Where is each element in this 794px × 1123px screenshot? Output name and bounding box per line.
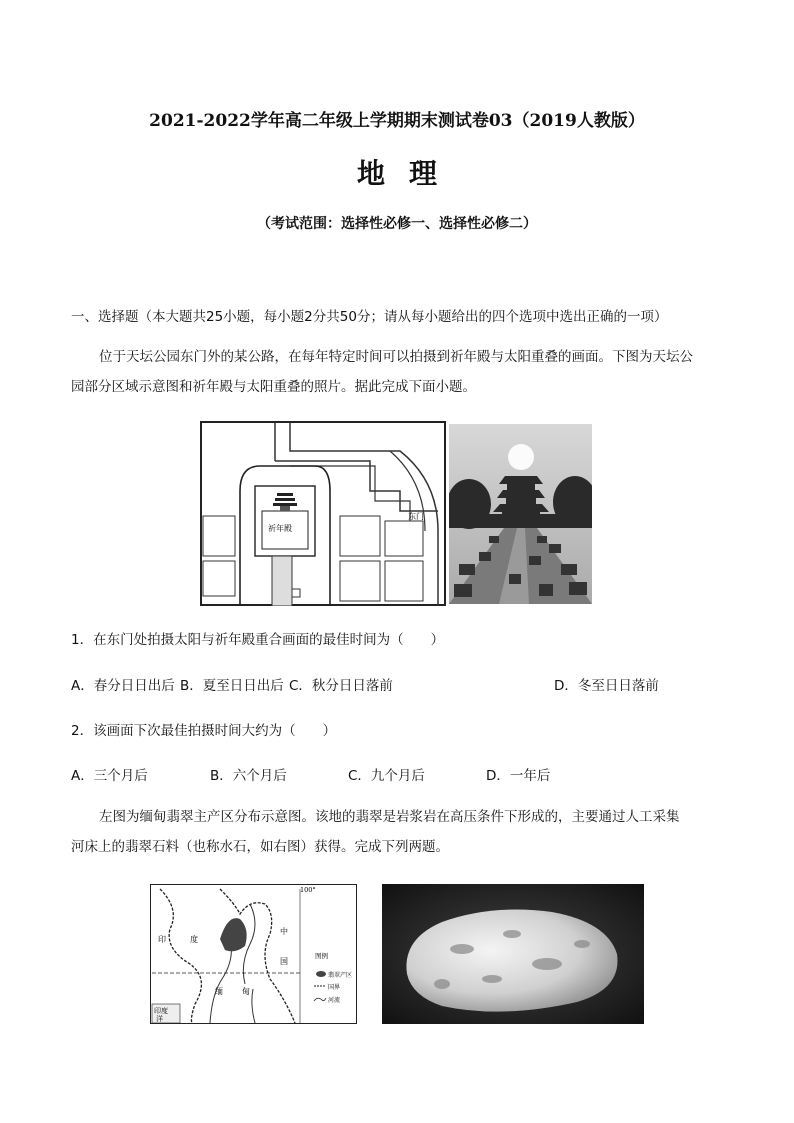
subject-char-2: 理	[409, 157, 438, 190]
question-1-option-d[interactable]: D．冬至日日落前	[554, 678, 659, 694]
question-1-option-c[interactable]: C．秋分日日落前	[289, 678, 393, 694]
question-2-option-c[interactable]: C．九个月后	[348, 768, 425, 784]
passage-1-line-1: 位于天坛公园东门外的某公路，在每年特定时间可以拍摄到祈年殿与太阳重叠的画面。下图为天坛公	[99, 349, 693, 365]
map-ocean-2: 洋	[156, 1015, 163, 1023]
passage-2-line-1: 左图为缅甸翡翠主产区分布示意图。该地的翡翠是岩浆岩在高压条件下形成的，主要通过人工采集	[99, 809, 680, 825]
svg-text:翡翠产区: 翡翠产区	[328, 972, 353, 979]
passage-1	[71, 342, 731, 402]
question-2-option-d[interactable]: D．一年后	[486, 768, 551, 784]
temple-photo	[449, 424, 592, 604]
map-ocean-1: 印度	[154, 1007, 168, 1015]
question-2-option-b[interactable]: B．六个月后	[210, 768, 287, 784]
subject-title	[0, 152, 794, 192]
question-2-option-a[interactable]: A．三个月后	[71, 768, 148, 784]
question-2-stem: 2．该画面下次最佳拍摄时间大约为（ ）	[71, 723, 337, 739]
jade-stone-photo	[382, 884, 644, 1024]
passage-2-line-2: 河床上的翡翠石料（也称水石，如右图）获得。完成下列两题。	[71, 839, 449, 855]
svg-text:河流: 河流	[328, 997, 341, 1004]
question-1-option-a[interactable]: A．春分日日出后	[71, 678, 175, 694]
passage-1-line-2: 园部分区域示意图和祈年殿与太阳重叠的照片。据此完成下面小题。	[71, 379, 476, 395]
question-1-stem: 1．在东门处拍摄太阳与祈年殿重合画面的最佳时间为（ ）	[71, 632, 445, 648]
map-label-hall: 祈年殿	[268, 524, 292, 533]
svg-text:国界: 国界	[328, 984, 341, 991]
temple-map	[200, 421, 446, 606]
question-1-option-b[interactable]: B．夏至日日出后	[180, 678, 284, 694]
myanmar-map	[150, 884, 357, 1024]
section-heading: 一、选择题（本大题共25小题，每小题2分共50分；请从每小题给出的四个选项中选出正确的一项）	[71, 309, 668, 325]
exam-range: （考试范围：选择性必修一、选择性必修二）	[257, 216, 537, 232]
map-lon: 100°	[300, 886, 316, 894]
passage-2	[71, 802, 731, 862]
map-india-2: 度	[190, 935, 198, 944]
exam-title: 2021-2022学年高二年级上学期期末测试卷03（2019人教版）	[149, 111, 645, 131]
map-label-gate: 东门	[408, 512, 424, 521]
map-myanmar-2: 甸	[242, 987, 250, 996]
map-myanmar-1: 缅	[215, 987, 223, 996]
map-india-1: 印	[158, 935, 166, 944]
map-china-1: 中	[280, 927, 288, 936]
subject-char-1: 地	[356, 157, 385, 190]
svg-text:图例: 图例	[315, 952, 328, 960]
map-china-2: 国	[280, 957, 288, 966]
